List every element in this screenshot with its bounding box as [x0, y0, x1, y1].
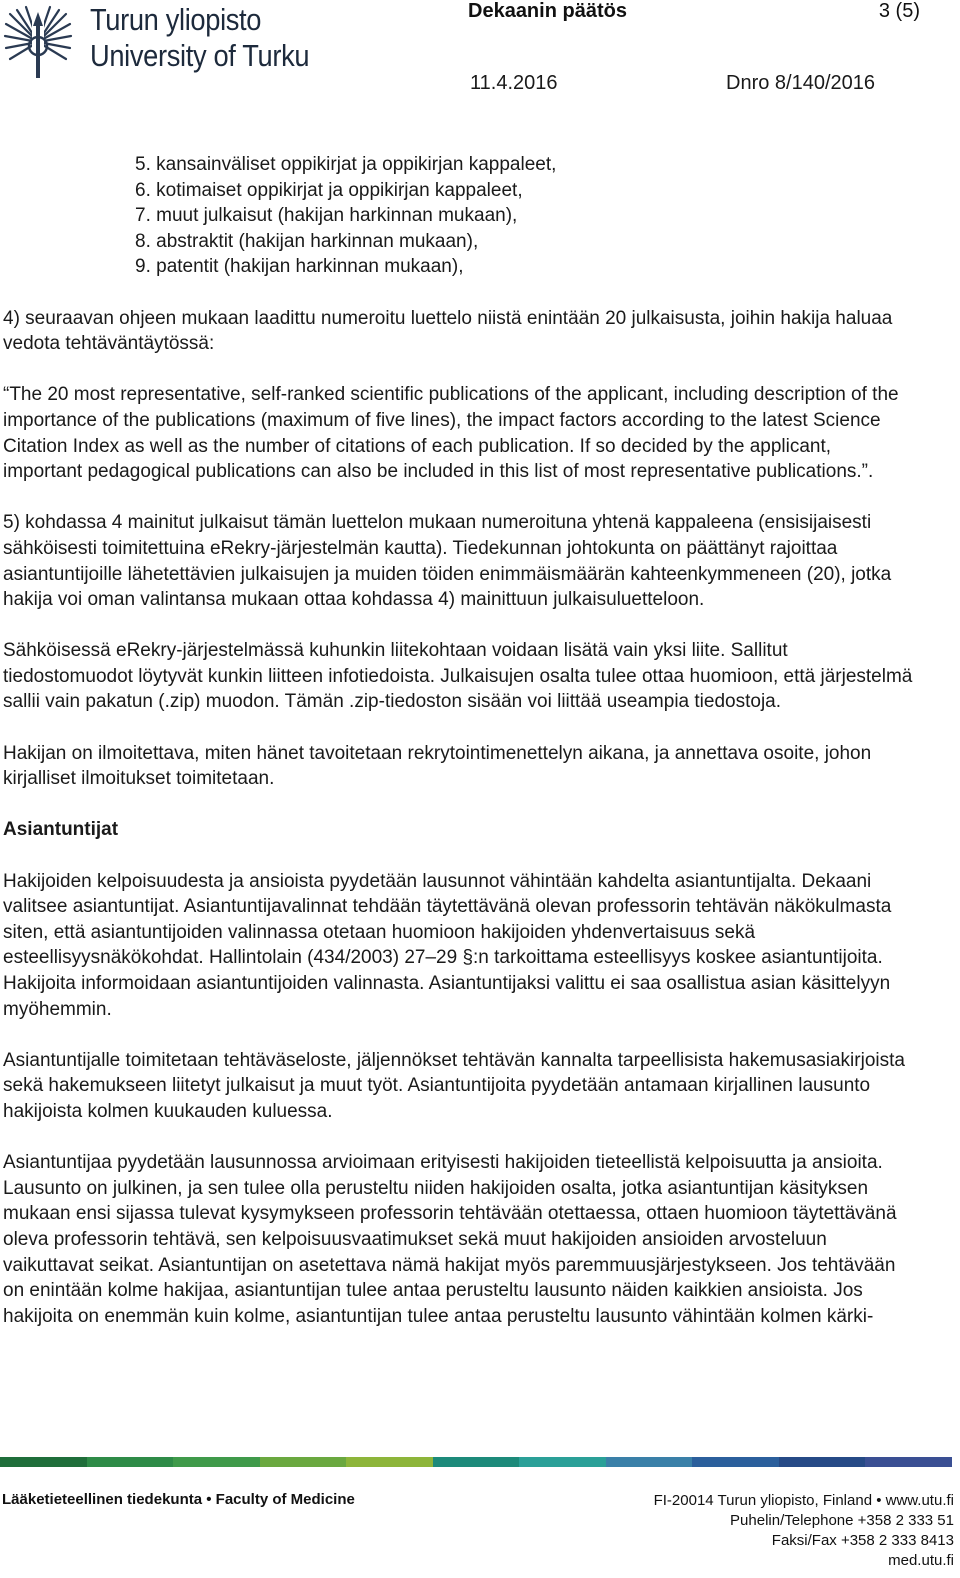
publication-type-list: [3, 152, 915, 280]
turku-university-logo-icon: [2, 2, 74, 82]
paragraph-erekry: Sähköisessä eRekry-järjestelmässä kuhunkin liitekohtaan voidaan lisätä vain yksi liite. Sallitut tiedostomuodot löytyvät kunkin liitteen infotiedoista. Julkaisujen osalta tulee ottaa huomioon, että järjestelmä sallii vain pakatun (.zip) muodon. Tämän .zip-tiedoston sisään voi liittää useampia tiedostoja.: [3, 640, 913, 713]
footer-bar-segment: [519, 1457, 606, 1467]
footer-color-bar: [0, 1457, 952, 1467]
paragraph-item-5: 5) kohdassa 4 mainitut julkaisut tämän luettelon mukaan numeroituna yhtenä kappaleena (ensisijaisesti sähköisesti toimitettuina eRekry-järjestelmän kautta). Tiedekunnan johtokunta on päättänyt rajoittaa asiantuntijoille lähetettävien julkaisujen ja muiden töiden enimmäismäärän kahteenkymmeneen (20), jotka hakija voi oman valintansa mukaan ottaa kohdassa 4) mainittuun julkaisuluetteloon.: [3, 512, 892, 611]
footer-bar-segment: [692, 1457, 779, 1467]
paragraph-experts-2: Asiantuntijalle toimitetaan tehtäväseloste, jäljennökset tehtävän kannalta tarpeellisista hakemusasiakirjoista sekä hakemukseen liitetyt julkaisut ja muut työt. Asiantuntijoita pyydetään antamaan kirjallinen lausunto hakijoista kolmen kuukauden kuluessa.: [3, 1049, 905, 1122]
list-item: 9. patentit (hakijan harkinnan mukaan),: [135, 256, 464, 278]
list-item: 7. muut julkaisut (hakijan harkinnan mukaan),: [135, 205, 518, 227]
footer-bar-segment: [779, 1457, 866, 1467]
footer-address: FI-20014 Turun yliopisto, Finland • www.utu.fi: [653, 1492, 954, 1509]
footer-bar-segment: [260, 1457, 347, 1467]
footer-bar-segment: [0, 1457, 87, 1467]
footer-fax: Faksi/Fax +358 2 333 8413: [771, 1532, 954, 1549]
university-name-fi: Turun yliopisto: [90, 2, 262, 37]
document-reference: Dnro 8/140/2016: [726, 72, 876, 94]
english-quote: “The 20 most representative, self-ranked scientific publications of the applicant, including description of the importance of the publications (maximum of five lines), the impact factors according to the latest Science Citation Index as well as the number of citations of each publication. If so decided by the applicant, important pedagogical publications can also be included in this list of most representative publications.”.: [3, 384, 899, 483]
footer-contact: [654, 1491, 954, 1571]
footer-bar-segment: [606, 1457, 693, 1467]
paragraph-experts-3: Asiantuntijaa pyydetään lausunnossa arvioimaan erityisesti hakijoiden tieteellistä kelpoisuutta ja ansioita. Lausunto on julkinen, ja sen tulee olla perusteltu niiden hakijoiden osalta, jotka asiantuntijan käsityksen mukaan ensi sijassa tulevat kysymykseen professorin tehtävään otettaessa, ottaen huomioon täytettävänä oleva professorin tehtävä, sen kelpoisuusvaatimukset sekä muut hakijoiden ansioiden arvosteluun vaikuttavat seikat. Asiantuntijan on asetettava nämä hakijat myös paremmuusjärjestykseen. Jos tehtävään on enintään kolme hakijaa, asiantuntijan tulee antaa perusteltu lausunto näiden kaikkien ansioista. Jos hakijoita on enemmän kuin kolme, asiantuntijan tulee antaa perusteltu lausunto vähintään kolmen kärki-: [3, 1152, 897, 1327]
footer-bar-segment: [173, 1457, 260, 1467]
document-date: 11.4.2016: [470, 72, 558, 94]
section-heading-experts: Asiantuntijat: [3, 819, 119, 841]
page-header: [0, 0, 960, 110]
list-item: 6. kotimaiset oppikirjat ja oppikirjan kappaleet,: [135, 179, 523, 201]
footer-bar-segment: [865, 1457, 952, 1467]
paragraph-item-4: 4) seuraavan ohjeen mukaan laadittu numeroitu luettelo niistä enintään 20 julkaisusta, joihin hakija haluaa vedota tehtäväntäytössä:: [3, 307, 893, 355]
footer-faculty: Lääketieteellinen tiedekunta • Faculty of Medicine: [2, 1491, 355, 1508]
footer-bar-segment: [433, 1457, 520, 1467]
footer-web: med.utu.fi: [888, 1552, 954, 1569]
university-name-en: University of Turku: [90, 38, 310, 73]
document-body: [3, 152, 915, 1355]
list-item: 8. abstraktit (hakijan harkinnan mukaan),: [135, 230, 479, 252]
document-title: Dekaanin päätös: [468, 0, 627, 22]
paragraph-contact: Hakijan on ilmoitettava, miten hänet tavoitetaan rekrytointimenettelyn aikana, ja annettava osoite, johon kirjalliset ilmoitukset toimitetaan.: [3, 742, 872, 790]
list-item: 5. kansainväliset oppikirjat ja oppikirjan kappaleet,: [135, 154, 557, 175]
footer-phone: Puhelin/Telephone +358 2 333 51: [730, 1512, 954, 1529]
page-number: 3 (5): [878, 0, 920, 22]
university-name: [90, 2, 309, 74]
footer-bar-segment: [346, 1457, 433, 1467]
footer-bar-segment: [87, 1457, 174, 1467]
paragraph-experts-1: Hakijoiden kelpoisuudesta ja ansioista pyydetään lausunnot vähintään kahdelta asiantuntijalta. Dekaani valitsee asiantuntijat. Asiantuntijavalinnat tehdään täytettävänä olevan professorin tehtävän näkökulmasta siten, että asiantuntijoiden valinnassa otetaan huomioon hakijoiden yhdenvertaisuus sekä esteellisyysnäkökohdat. Hallintolain (434/2003) 27–29 §:n tarkoittama esteellisyys koskee asiantuntijoita. Hakijoita informoidaan asiantuntijoiden valinnasta. Asiantuntijaksi valittu ei saa osallistua asian käsittelyyn myöhemmin.: [3, 870, 892, 1020]
